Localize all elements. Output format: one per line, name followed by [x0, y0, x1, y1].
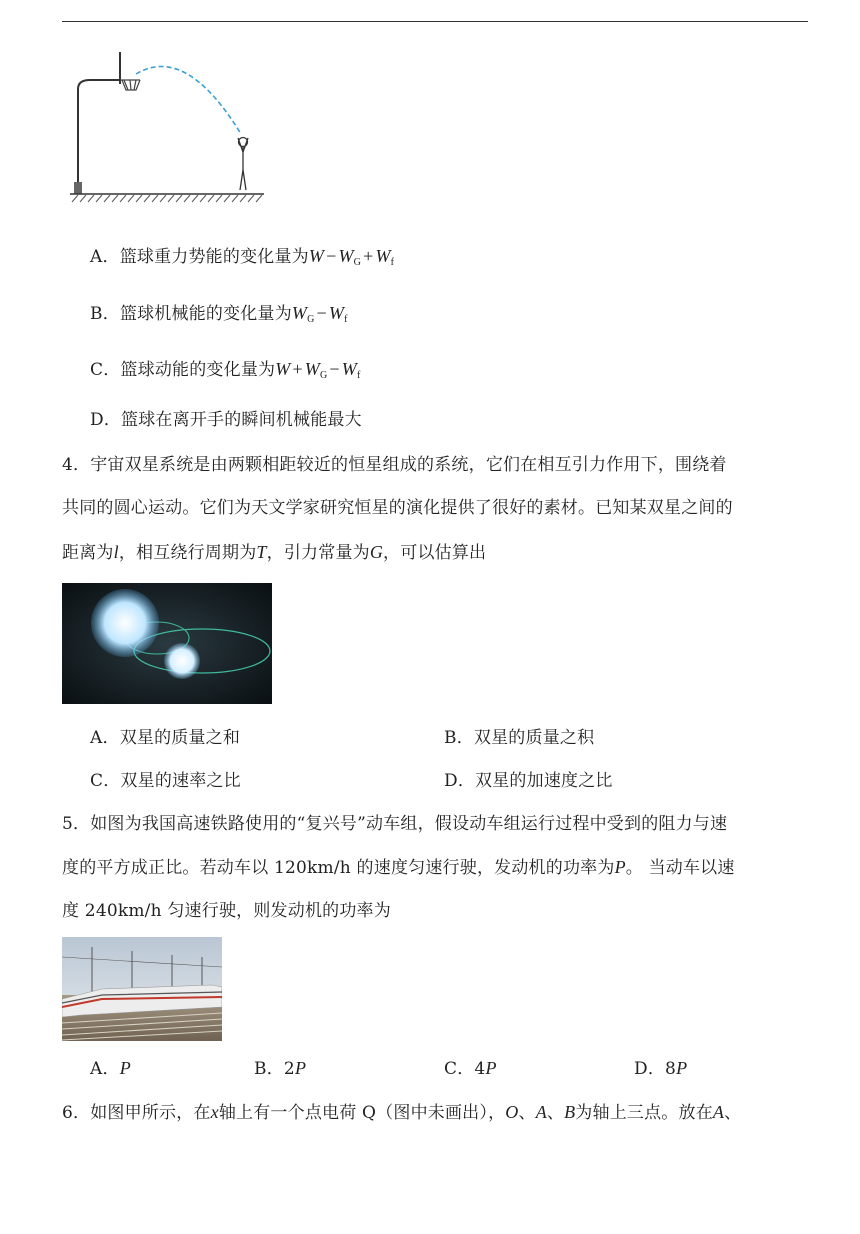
- q4-option-a: A．双星的质量之和: [90, 728, 241, 748]
- header-rule: [62, 21, 808, 22]
- q4-stem-line2: 共同的圆心运动。它们为天文学家研究恒星的演化提供了很好的素材。已知某双星之间的: [62, 498, 733, 518]
- q4-option-c: C．双星的速率之比: [90, 771, 241, 791]
- basketball-figure: [66, 44, 276, 206]
- q5-stem-line1: 5．如图为我国高速铁路使用的“复兴号”动车组，假设动车组运行过程中受到的阻力与速: [62, 814, 728, 834]
- q3-option-a: A．篮球重力势能的变化量为$W - W_G + W_f$: [90, 246, 395, 268]
- q4-option-b: B．双星的质量之积: [444, 728, 595, 748]
- q5-option-c: C．4P: [444, 1058, 497, 1079]
- q5-option-d: D．8P: [634, 1058, 688, 1079]
- train-image: [62, 937, 222, 1041]
- q3-option-b: B．篮球机械能的变化量为$W_G - W_f$: [90, 303, 348, 325]
- q3-option-c: C．篮球动能的变化量为$W + W_G - W_f$: [90, 359, 361, 381]
- q5-option-b: B．2P: [254, 1058, 307, 1079]
- q4-stem-line1: 4．宇宙双星系统是由两颗相距较近的恒星组成的系统，它们在相互引力作用下，围绕着: [62, 455, 727, 475]
- binary-star-image: [62, 583, 272, 704]
- q5-option-a: A．P: [90, 1058, 131, 1079]
- q6-stem-line1: 6．如图甲所示，在x轴上有一个点电荷 Q（图中未画出），O、A、B为轴上三点。放在A、: [62, 1102, 742, 1123]
- q4-stem-line3: 距离为l，相互绕行周期为T，引力常量为G，可以估算出: [62, 542, 487, 563]
- q5-stem-line3: 度 240km/h 匀速行驶，则发动机的功率为: [62, 901, 391, 921]
- q5-stem-line2: 度的平方成正比。若动车以 120km/h 的速度匀速行驶，发动机的功率为P。 当动车以速: [62, 857, 735, 878]
- q3-option-d: D．篮球在离开手的瞬间机械能最大: [90, 410, 362, 430]
- q4-option-d: D．双星的加速度之比: [444, 771, 613, 791]
